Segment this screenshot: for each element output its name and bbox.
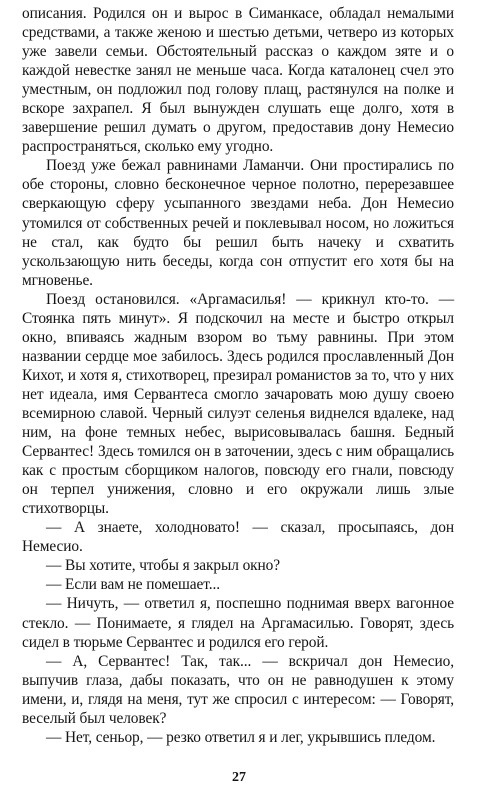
dialogue-line: — Нет, сеньор, — резко ответил я и лег, укрывшись пледом. [46,728,436,746]
paragraph-continuation: описания. Родился он и вырос в Симанкасе, обладал немалыми средствами, а также женою и шестью детьми, четверо из которых уже завели семьи. Обстоятельный рассказ о каждом зяте и о каждой невестке занял не меньше часа. Когда каталонец счел это уместным, он подложил под голову плащ, растянулся на полке и вскоре захрапел. Я был вынужден слушать еще долго, хотя в завершение решил думать о другом, предоставив дону Немесио распространяться, сколько ему угодно. [22,5,454,156]
paragraph-la-mancha: Поезд уже бежал равнинами Ламанчи. Они простирались по обе стороны, словно бесконечное черное полотно, перерезавшее сверкающую сферу усыпанного звездами неба. Дон Немесио утомился от собственных речей и поклевывал носом, но ложиться не стал, как будто бы решил быть начеку и схватить ускользающую нить беседы, когда сон отпустит его хотя бы на мгновенье. [22,157,454,289]
dialogue-line: — Если вам не помешает... [46,576,220,594]
dialogue-line: — Ничуть, — ответил я, поспешно поднимая вверх вагонное стекло. — Понимаете, я глядел на Аргамасилью. Говорят, здесь сидел в тюрьме Сервантес и родился его герой. [22,595,454,651]
book-page [22,4,454,747]
page-number: 27 [232,770,246,785]
paragraph-argamasilla: Поезд остановился. «Аргамасилья! — крикнул кто-то. — Стоянка пять минут». Я подскочил на месте и быстро открыл окно, впиваясь жадным взором во тьму равнины. При этом названии сердце мое забилось. Здесь родился прославленный Дон Кихот, и хотя я, стихотворец, презирал романистов за то, что у них нет идеала, имя Сервантеса смогло зачаровать мою душу своею всемирною славой. Черный силуэт селенья виднелся вдалеке, над ним, на фоне темных небес, вырисовывалась башня. Бедный Сервантес! Здесь томился он в заточении, здесь с ним обращались как с простым сборщиком налогов, повсюду его гнали, повсюду он терпел унижения, словно и его окружали лишь злые стихотворцы. [22,290,454,518]
dialogue-line: — А, Сервантес! Так, так... — вскричал дон Немесио, выпучив глаза, дабы показать, что он не равнодушен к этому имени, и, глядя на меня, тут же спросил с интересом: — Говорят, веселый был человек? [22,652,454,727]
dialogue-line: — А знаете, холодновато! — сказал, просыпаясь, дон Немесио. [22,519,454,556]
dialogue-line: — Вы хотите, чтобы я закрыл окно? [46,557,280,575]
